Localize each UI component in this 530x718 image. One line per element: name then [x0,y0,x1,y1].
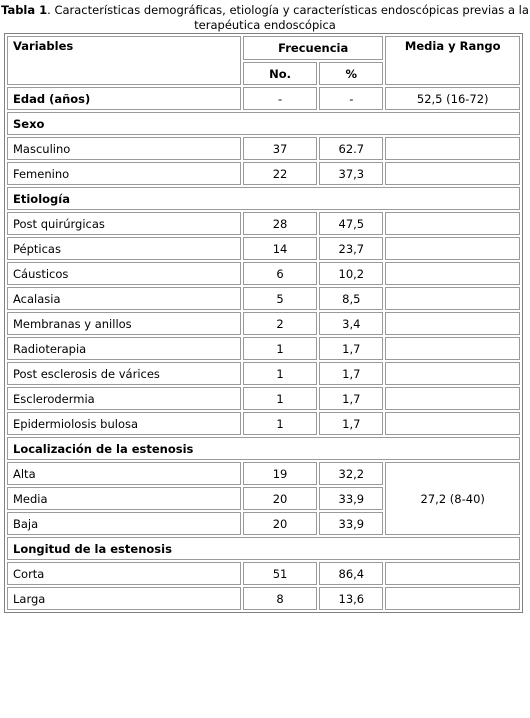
etiologia-media-empty [385,262,520,285]
section-longitud: Longitud de la estenosis [7,537,520,560]
sexo-media-empty [385,162,520,185]
etiologia-pct: 1,7 [319,337,383,360]
sexo-label: Masculino [7,137,241,160]
edad-media: 52,5 (16-72) [385,87,520,110]
sexo-no: 22 [243,162,317,185]
etiologia-pct: 1,7 [319,362,383,385]
etiologia-media-empty [385,387,520,410]
etiologia-label: Esclerodermia [7,387,241,410]
table-row [7,87,520,110]
etiologia-media-empty [385,287,520,310]
localizacion-no: 19 [243,462,317,485]
table-row [7,412,520,435]
etiologia-media-empty [385,362,520,385]
etiologia-label: Radioterapia [7,337,241,360]
caption-label: Tabla 1 [1,3,48,17]
sexo-pct: 62.7 [319,137,383,160]
data-table [4,33,523,613]
etiologia-no: 6 [243,262,317,285]
caption-text: . Características demográficas, etiología y características endoscópicas previas a la terapéutica endoscópica [47,3,529,32]
longitud-no: 8 [243,587,317,610]
etiologia-no: 14 [243,237,317,260]
sexo-media-empty [385,137,520,160]
table-row [7,587,520,610]
section-localizacion: Localización de la estenosis [7,437,520,460]
localizacion-label: Baja [7,512,241,535]
table-row [7,262,520,285]
etiologia-label: Post quirúrgicas [7,212,241,235]
longitud-no: 51 [243,562,317,585]
localizacion-label: Media [7,487,241,510]
etiologia-pct: 10,2 [319,262,383,285]
etiologia-media-empty [385,337,520,360]
localizacion-pct: 32,2 [319,462,383,485]
sexo-pct: 37,3 [319,162,383,185]
longitud-label: Corta [7,562,241,585]
etiologia-pct: 8,5 [319,287,383,310]
etiologia-pct: 47,5 [319,212,383,235]
edad-label: Edad (años) [7,87,241,110]
sexo-label: Femenino [7,162,241,185]
longitud-media-empty [385,562,520,585]
etiologia-pct: 1,7 [319,387,383,410]
etiologia-label: Pépticas [7,237,241,260]
localizacion-media: 27,2 (8-40) [385,462,520,535]
etiologia-media-empty [385,212,520,235]
edad-no: - [243,87,317,110]
section-etiologia: Etiología [7,187,520,210]
localizacion-label: Alta [7,462,241,485]
table-row [7,137,520,160]
header-media-rango: Media y Rango [385,36,520,85]
etiologia-label: Cáusticos [7,262,241,285]
header-variables: Variables [7,36,241,85]
longitud-media-empty [385,587,520,610]
edad-pct: - [319,87,383,110]
header-pct: % [319,62,383,85]
header-no: No. [243,62,317,85]
etiologia-pct: 3,4 [319,312,383,335]
sexo-no: 37 [243,137,317,160]
longitud-pct: 86,4 [319,562,383,585]
etiologia-no: 5 [243,287,317,310]
table-row [7,212,520,235]
localizacion-no: 20 [243,487,317,510]
table-row [7,337,520,360]
table-row [7,312,520,335]
longitud-label: Larga [7,587,241,610]
table-row [7,237,520,260]
etiologia-media-empty [385,412,520,435]
table-row [7,362,520,385]
etiologia-no: 1 [243,362,317,385]
table-row [7,562,520,585]
etiologia-no: 2 [243,312,317,335]
etiologia-label: Post esclerosis de várices [7,362,241,385]
table-row [7,387,520,410]
localizacion-pct: 33,9 [319,512,383,535]
etiologia-label: Membranas y anillos [7,312,241,335]
localizacion-pct: 33,9 [319,487,383,510]
localizacion-no: 20 [243,512,317,535]
etiologia-no: 28 [243,212,317,235]
table-caption [0,0,530,33]
table-row [7,162,520,185]
etiologia-pct: 23,7 [319,237,383,260]
etiologia-no: 1 [243,337,317,360]
header-frecuencia: Frecuencia [243,36,384,60]
etiologia-pct: 1,7 [319,412,383,435]
etiologia-label: Epidermiolosis bulosa [7,412,241,435]
etiologia-label: Acalasia [7,287,241,310]
etiologia-no: 1 [243,387,317,410]
section-sexo: Sexo [7,112,520,135]
etiologia-media-empty [385,237,520,260]
etiologia-no: 1 [243,412,317,435]
table-row [7,287,520,310]
etiologia-media-empty [385,312,520,335]
longitud-pct: 13,6 [319,587,383,610]
table-row [7,462,520,485]
